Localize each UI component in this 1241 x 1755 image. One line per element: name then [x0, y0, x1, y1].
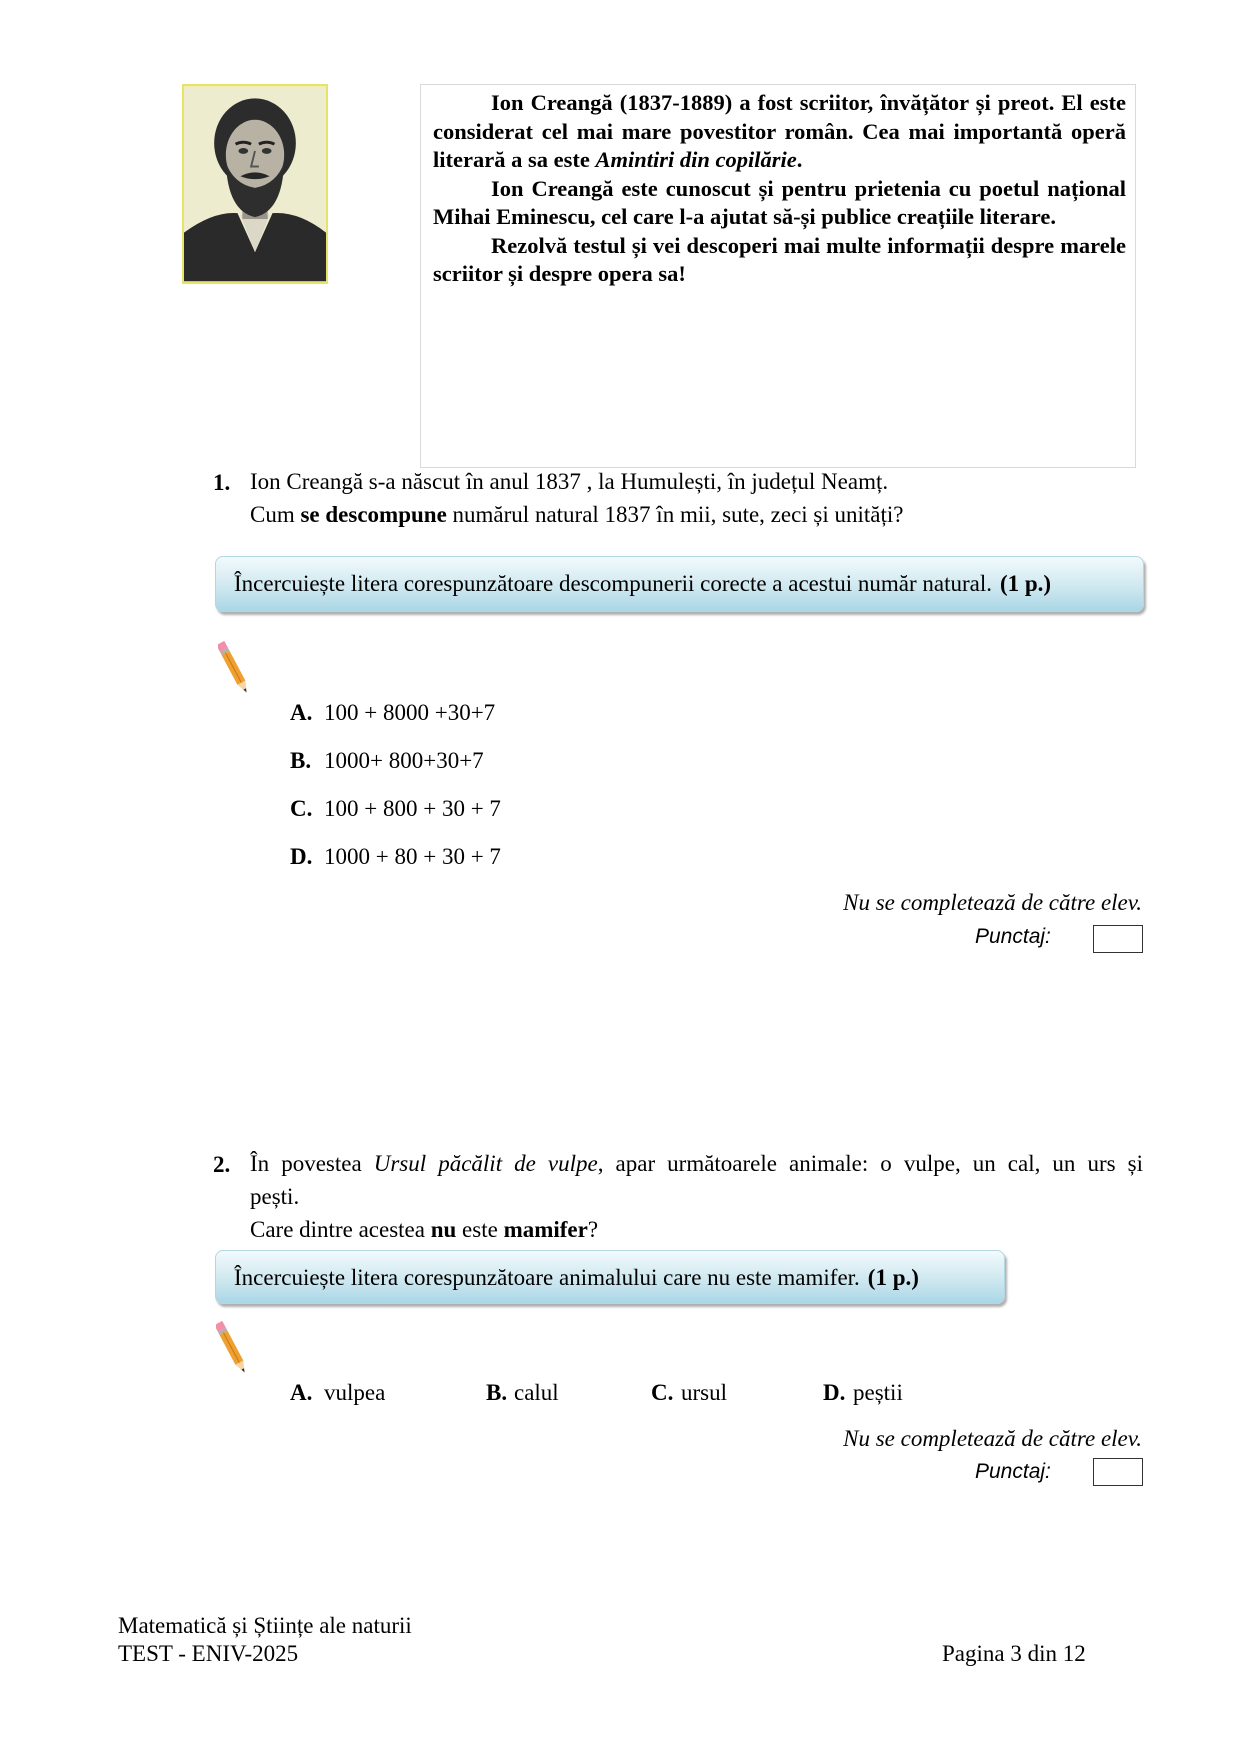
- question-2-text: [250, 1147, 1143, 1246]
- question-1-not-completed-note: Nu se completează de către elev.: [843, 890, 1142, 915]
- footer-page-number: Pagina 3 din 12: [942, 1641, 1086, 1666]
- question-2-score-box: [1093, 1458, 1143, 1486]
- question-2-not-completed-note: Nu se completează de către elev.: [843, 1426, 1142, 1451]
- question-2-option-a[interactable]: A. vulpea: [290, 1380, 386, 1405]
- question-2-instruction: Încercuiește litera corespunzătoare animalului care nu este mamifer. (1 p.): [215, 1250, 1005, 1304]
- question-1-option-c[interactable]: C. 100 + 800 + 30 + 7: [290, 796, 501, 821]
- question-2-punctaj-label: Punctaj:: [975, 1460, 1051, 1483]
- question-1-instruction: Încercuiește litera corespunzătoare descompunerii corecte a acestui număr natural. (1 p.): [215, 556, 1144, 612]
- question-2-number: 2.: [213, 1152, 231, 1177]
- question-1-option-a[interactable]: A. 100 + 8000 +30+7: [290, 700, 496, 725]
- question-1-option-d[interactable]: D. 1000 + 80 + 30 + 7: [290, 844, 501, 869]
- question-2-line-2: pești.: [250, 1184, 300, 1209]
- question-1-number: 1.: [213, 470, 231, 495]
- intro-paragraph-2: Ion Creangă este cunoscut și pentru prietenia cu poetul național Mihai Eminescu, cel care l-a ajutat să-și publice creațiile literare.: [433, 175, 1126, 229]
- footer-left: [118, 1612, 412, 1668]
- footer-test-id: TEST - ENIV-2025: [118, 1641, 299, 1666]
- question-1-score-box: [1093, 925, 1143, 953]
- question-1-option-b[interactable]: B. 1000+ 800+30+7: [290, 748, 484, 773]
- question-1-line-2: Cum se descompune numărul natural 1837 în mii, sute, zeci și unități?: [250, 502, 904, 527]
- question-1-text: [250, 465, 1130, 531]
- question-2-line-3: Care dintre acestea nu este mamifer?: [250, 1217, 599, 1242]
- question-2-line-1: În povestea Ursul păcălit de vulpe, apar următoarele animale: o vulpe, un cal, un urs și: [250, 1151, 1143, 1176]
- pencil-icon: [216, 1316, 246, 1380]
- portrait-image: [182, 84, 328, 284]
- question-1-line-1: Ion Creangă s-a născut în anul 1837 , la Humulești, în județul Neamț.: [250, 469, 889, 494]
- intro-paragraph-1: Ion Creangă (1837-1889) a fost scriitor, învățător și preot. El este considerat cel mai mare povestitor român. Cea mai importantă operă literară a sa este Amintiri din copilărie.: [433, 90, 1126, 172]
- footer-subject: Matematică și Științe ale naturii: [118, 1613, 412, 1638]
- intro-box: [420, 84, 1136, 468]
- question-2-option-b[interactable]: B. calul: [486, 1380, 559, 1405]
- question-2-option-c[interactable]: C. ursul: [651, 1380, 727, 1405]
- question-2-option-d[interactable]: D. peștii: [823, 1380, 903, 1405]
- portrait-drawing: [184, 86, 326, 282]
- question-1-punctaj-label: Punctaj:: [975, 925, 1051, 948]
- intro-paragraph-3: Rezolvă testul și vei descoperi mai multe informații despre marele scriitor și despre opera sa!: [433, 232, 1126, 286]
- pencil-icon: [218, 636, 248, 700]
